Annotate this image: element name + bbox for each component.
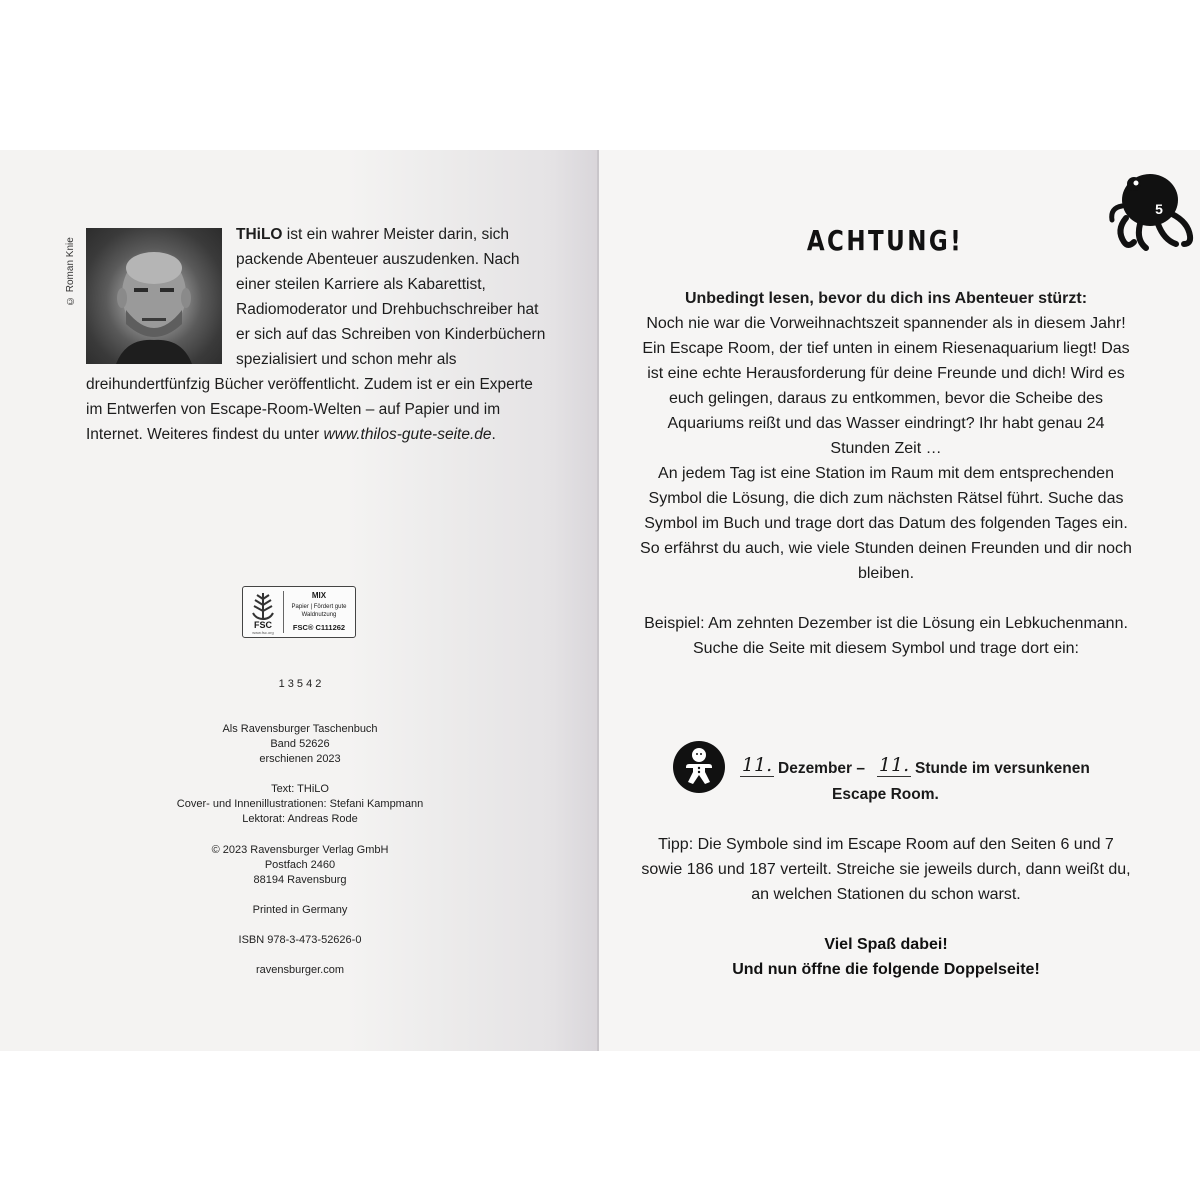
date-label: Dezember –: [778, 760, 866, 777]
fsc-code: FSC® C111262: [292, 623, 346, 632]
fsc-label: [242, 586, 356, 638]
fsc-tree-icon: [248, 591, 278, 621]
instructions-paragraph: An jedem Tag ist eine Station im Raum mit dem entsprechenden Symbol die Lösung, die dich zum nächsten Rätsel führt. Suche das Symbol im Buch und trage dort das Datum des folgenden Tages ein. So erfährst du auch, wie viele Stunden deinen Freunden und dir noch bleiben.: [640, 465, 1132, 582]
publisher-website[interactable]: ravensburger.com: [255, 964, 345, 976]
edition-info: [150, 722, 450, 767]
fsc-mix: MIX: [311, 591, 327, 600]
author-name: THiLO: [236, 226, 283, 243]
paragraph-gap: [636, 586, 1136, 611]
bio-text-end: .: [491, 426, 496, 443]
fsc-url: www.fsc.org: [252, 630, 274, 635]
tip-paragraph: Tipp: Die Symbole sind im Escape Room auf den Seiten 6 und 7 sowie 186 und 187 verteilt. Streiche sie jeweils durch, dann weißt du, an welchen Stationen du schon warst.: [641, 836, 1131, 903]
example-intro: Beispiel: Am zehnten Dezember ist die Lösung ein Lebkuchenmann. Suche die Seite mit diesem Symbol und trage dort ein:: [644, 615, 1128, 657]
closing-text: [636, 932, 1136, 982]
closing-line-2: Und nun öffne die folgende Doppelseite!: [732, 961, 1040, 978]
fsc-description: Papier | Fördert gute Waldnutzung: [291, 604, 347, 618]
fsc-mark: FSC: [254, 620, 272, 630]
author-bio: [86, 222, 546, 447]
intro-paragraph: Noch nie war die Vorweihnachtszeit spannender als in diesem Jahr! Ein Escape Room, der tief unten in einem Riesenaquarium liegt! Das ist eine echte Herausforderung für deine Freunde und dich! Wird es euch gelingen, daraus zu entkommen, bevor die Scheibe des Aquariums reißt und das Wasser eindringt? Ihr habt genau 24 Stunden Zeit …: [642, 315, 1130, 457]
instructions-text: [636, 286, 1136, 661]
edition-line: Band 52626: [270, 738, 330, 750]
credit-line: Text: THiLO: [271, 783, 329, 795]
edition-line: erschienen 2023: [259, 753, 341, 765]
publisher-line: © 2023 Ravensburger Verlag GmbH: [211, 844, 389, 856]
gingerbread-man-icon: [672, 740, 726, 794]
closing-line-1: Viel Spaß dabei!: [824, 936, 948, 953]
credit-line: Lektorat: Andreas Rode: [242, 813, 358, 825]
publisher-info: [150, 843, 450, 888]
printed-in: Printed in Germany: [252, 904, 348, 916]
author-website[interactable]: www.thilos-gute-seite.de: [323, 426, 492, 443]
fsc-divider: [283, 591, 284, 633]
print-run: 1 3 5 4 2: [278, 678, 322, 690]
bio-text: ist ein wahrer Meister darin, sich packende Abenteuer auszudenken. Nach einer steilen Karriere als Kabarettist, Radiomoderator und Drehbuchschreiber hat er sich auf das Schreiben von Kinderbüchern spezialisiert und schon mehr als dreihundertfünfzig Bücher veröffentlicht. Zudem ist er ein Experte im Entwerfen von Escape-Room-Welten – auf Papier und im Internet. Weiteres findest du unter: [86, 226, 546, 443]
example-line-2: Escape Room.: [832, 786, 939, 803]
credit-line: Cover- und Innenillustrationen: Stefani Kampmann: [176, 798, 424, 810]
isbn: ISBN 978-3-473-52626-0: [238, 934, 362, 946]
lead-line: Unbedingt lesen, bevor du dich ins Abenteuer stürzt:: [684, 290, 1088, 307]
publisher-line: 88194 Ravensburg: [253, 874, 347, 886]
credits-info: [150, 782, 450, 827]
hour-label: Stunde im versunkenen: [915, 760, 1090, 777]
hour-fill-in: 11.: [878, 754, 910, 776]
page-heading: ACHTUNG!: [806, 224, 964, 257]
page-number: 5: [1155, 201, 1163, 217]
edition-line: Als Ravensburger Taschenbuch: [222, 723, 378, 735]
photo-float-space: [86, 222, 236, 362]
photo-credit: © Roman Knie: [65, 237, 76, 306]
example-entry: [672, 740, 1132, 810]
date-fill-in: 11.: [741, 754, 773, 776]
publisher-line: Postfach 2460: [264, 859, 336, 871]
